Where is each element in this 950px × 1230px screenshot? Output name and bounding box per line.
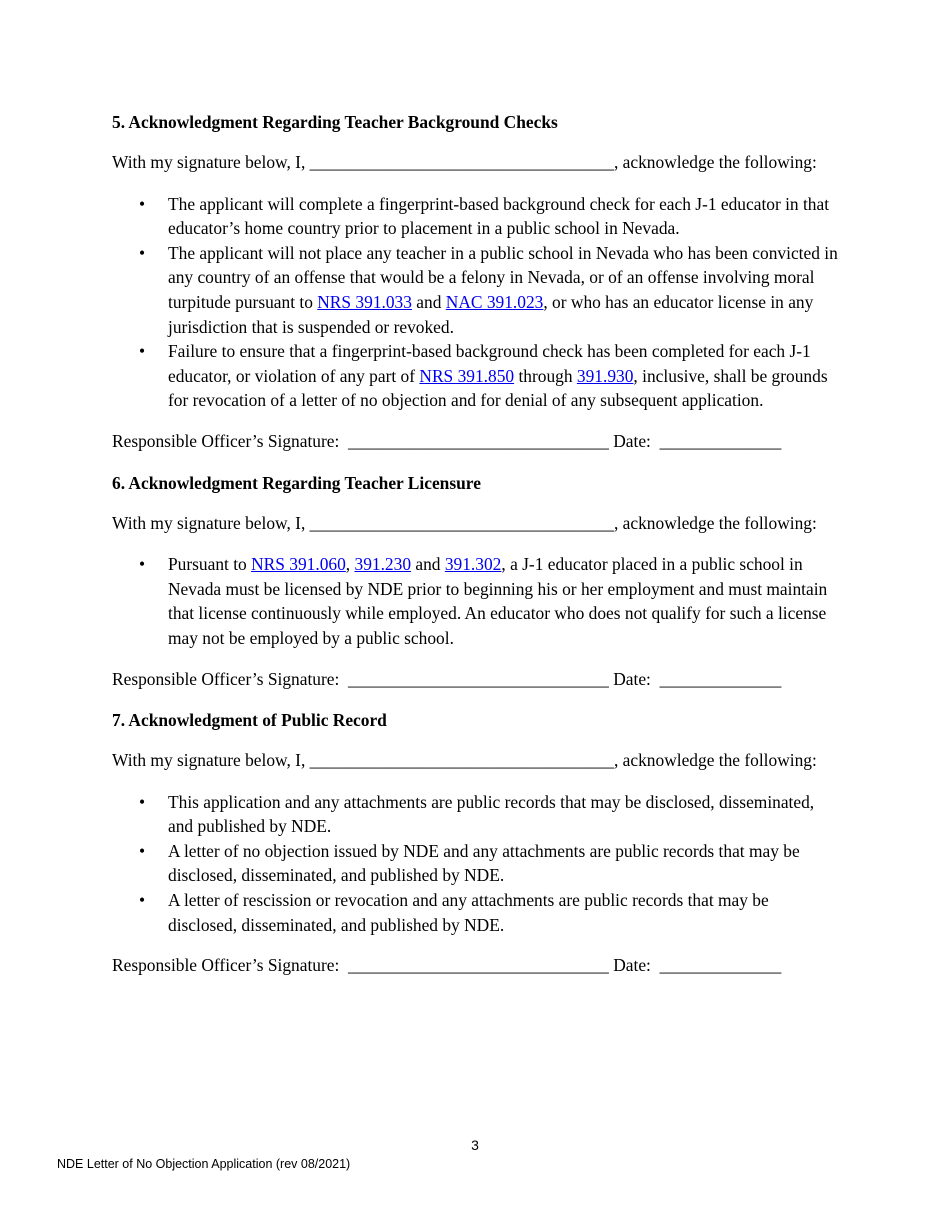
- list-item: [112, 888, 842, 937]
- list-item-text: through: [514, 365, 577, 386]
- acknowledgment-intro: With my signature below, I, ___________________________________, acknowledge the following:: [112, 152, 817, 172]
- list-item-text: This application and any attachments are public records that may be disclosed, disseminated, and published by NDE.: [168, 791, 815, 837]
- list-item-text: , inclusive, shall be grounds for revocation of a letter of no objection and for denial of any subsequent application.: [168, 365, 828, 411]
- list-item-text: The applicant will not place any teacher in a public school in Nevada who has been convicted in any country of an offense that would be a felony in Nevada, or of an offense involving moral turpitude pursuant to: [168, 242, 838, 312]
- statute-link[interactable]: 391.930: [576, 365, 634, 386]
- list-item-text: and: [411, 291, 446, 312]
- list-item: [112, 552, 842, 650]
- list-item-text: A letter of rescission or revocation and any attachments are public records that may be disclosed, disseminated, and published by NDE.: [168, 890, 769, 935]
- acknowledgment-intro: With my signature below, I, ___________________________________, acknowledge the following:: [112, 512, 817, 533]
- list-item-text: and: [411, 554, 445, 575]
- list-item-text: , a J-1 educator placed in a public school in Nevada must be licensed by NDE prior to beginning his or her employment and must maintain that license continuously while employed. An educator who does not qualify for such a license may not be employed by a public school.: [168, 554, 828, 648]
- footer-text: NDE Letter of No Objection Application (rev 08/2021): [57, 1157, 351, 1171]
- list-item: [112, 839, 842, 888]
- section-heading: 7. Acknowledgment of Public Record: [112, 710, 387, 731]
- statute-link[interactable]: NRS 391.033: [317, 291, 412, 312]
- list-item: [112, 790, 842, 839]
- page-content: [112, 110, 842, 978]
- bullet-list: [112, 552, 842, 650]
- list-item: [112, 339, 842, 413]
- statute-link[interactable]: NRS 391.060: [251, 554, 346, 575]
- statute-link[interactable]: NRS 391.850: [419, 365, 515, 386]
- bullet-list: [112, 790, 842, 938]
- statute-link[interactable]: NAC 391.023: [445, 291, 544, 312]
- signature-date-line: Responsible Officer’s Signature: ______________________________ Date: ______________: [112, 668, 782, 689]
- signature-date-line: Responsible Officer’s Signature: ______________________________ Date: ______________: [112, 430, 782, 451]
- signature-date-line: Responsible Officer’s Signature: ______________________________ Date: ______________: [112, 955, 782, 976]
- statute-link[interactable]: 391.302: [444, 554, 502, 575]
- list-item-text: A letter of no objection issued by NDE and any attachments are public records that may be disclosed, disseminated, and published by NDE.: [168, 840, 800, 886]
- list-item-text: The applicant will complete a fingerprint-based background check for each J-1 educator in that educator’s home country prior to placement in a public school in Nevada.: [168, 193, 830, 239]
- list-item: [112, 241, 842, 339]
- list-item-text: Failure to ensure that a fingerprint-based background check has been completed for each J-1 educator, or violation of any part of: [168, 341, 811, 386]
- acknowledgment-intro: With my signature below, I, ___________________________________, acknowledge the following:: [112, 750, 817, 771]
- section-7: [112, 708, 842, 978]
- list-item-text: , or who has an educator license in any jurisdiction that is suspended or revoked.: [168, 291, 814, 337]
- statute-link[interactable]: 391.230: [354, 554, 412, 575]
- list-item-text: Pursuant to: [168, 554, 252, 575]
- section-5: [112, 110, 842, 454]
- list-item-text: ,: [345, 554, 355, 575]
- bullet-list: [112, 192, 842, 413]
- list-item: [112, 192, 842, 241]
- page-number: 3: [471, 1137, 479, 1153]
- section-heading: 6. Acknowledgment Regarding Teacher Licensure: [112, 472, 481, 493]
- section-heading: 5. Acknowledgment Regarding Teacher Background Checks: [112, 112, 558, 132]
- section-6: [112, 471, 842, 692]
